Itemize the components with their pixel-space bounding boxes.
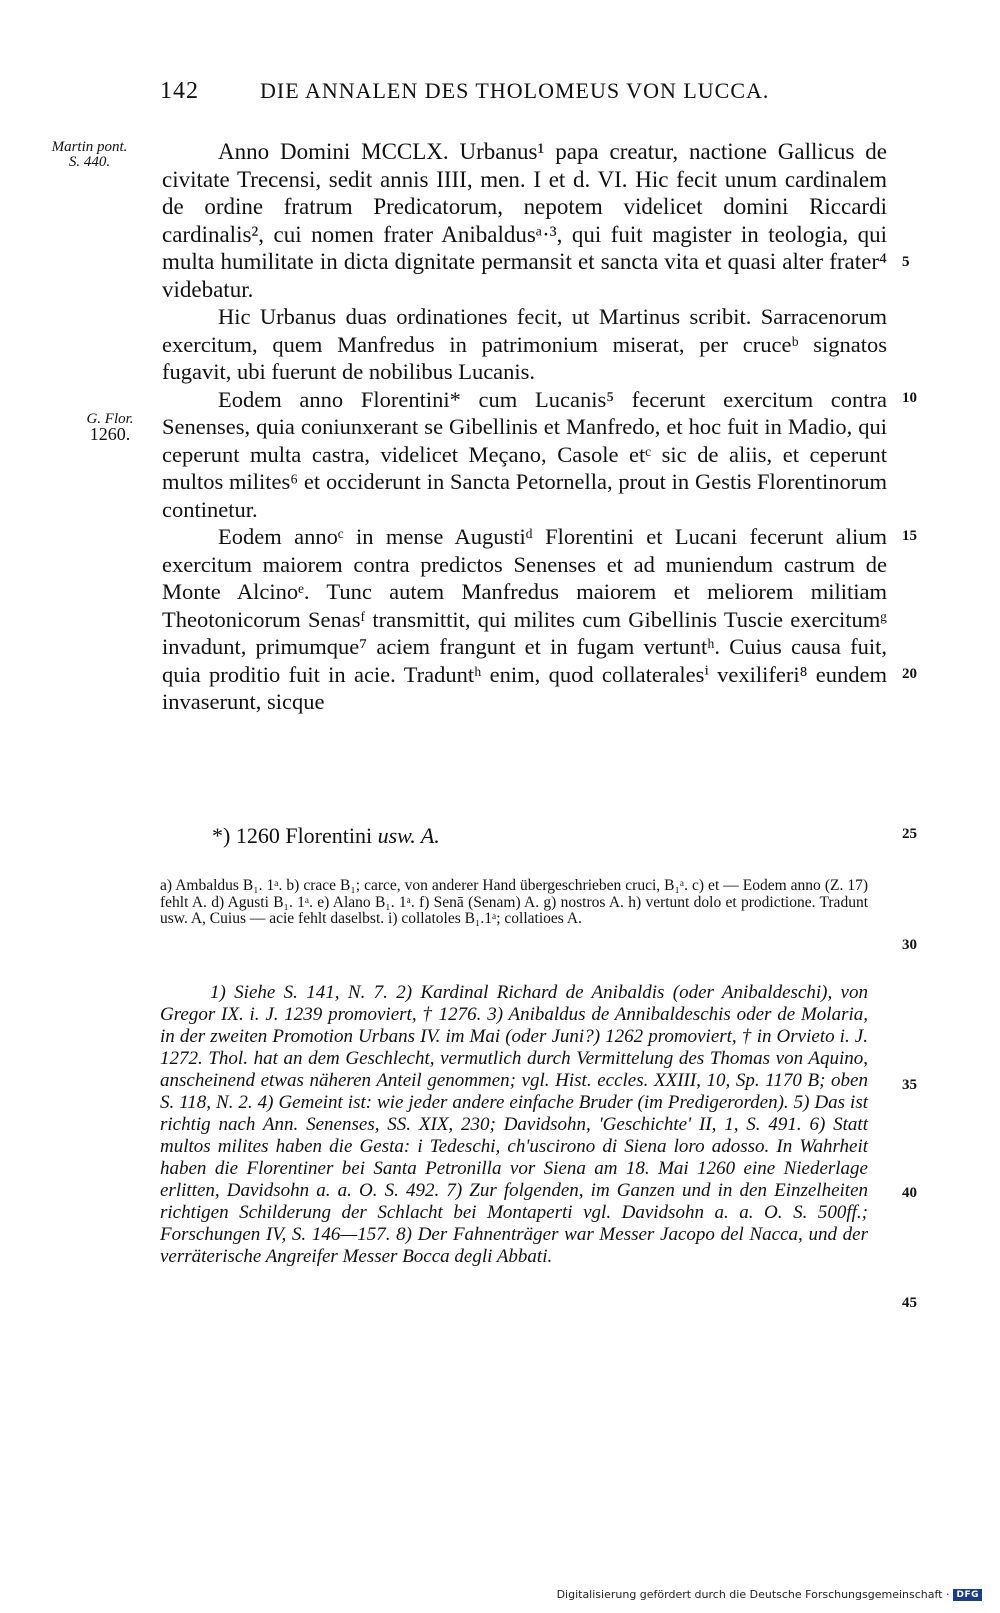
asterisk-marker: *) xyxy=(212,823,231,848)
margin-source-page: S. 440. xyxy=(68,154,111,170)
line-number: 45 xyxy=(902,1295,917,1311)
page-number: 142 xyxy=(160,78,199,104)
line-number: 15 xyxy=(902,528,917,544)
line-number: 25 xyxy=(902,826,917,842)
main-text xyxy=(162,138,887,716)
asterisk-italic: usw. A. xyxy=(377,823,440,848)
running-title: DIE ANNALEN DES THOLOMEUS VON LUCCA. xyxy=(260,78,770,103)
margin-year: 1260. xyxy=(89,424,131,444)
paragraph: Anno Domini MCCLX. Urbanus¹ papa creatur, nactione Gallicus de civitate Trecensi, sedit annis IIII, men. I et d. VI. Hic fecit unum cardinalem de ordine fratrum Predicatorum, nepotem videlicet domini Riccardi cardinalis², cui nomen frater Anibaldusᵃ·³, qui fuit magister in teologia, qui multa humilitate in dicta dignitate permansit et sancta vita et quasi alter frater⁴ videbatur. xyxy=(162,139,887,302)
critical-apparatus: a) Ambaldus B₁. 1ᵃ. b) crace B₁; carce, von anderer Hand übergeschrieben cruci, B₁ᵃ. c) et — Eodem anno (Z. 17) fehlt A. d) Agusti B₁. 1ᵃ. e) Alano B₁. 1ᵃ. f) Senā (Senam) A. g) nostros A. h) vertunt dolo et prodictione. Tradunt usw. A, Cuius — acie fehlt daselbst. i) collatoles B₁.1ᵃ; collatioes A. xyxy=(160,877,868,927)
footer xyxy=(557,1588,982,1601)
footer-text: Digitalisierung gefördert durch die Deutsche Forschungsgemeinschaft · xyxy=(556,1588,950,1601)
margin-source-label: Martin pont. xyxy=(51,139,128,155)
margin-source-gflor xyxy=(70,412,150,442)
margin-source-label: G. Flor. xyxy=(86,411,134,427)
paragraph: Eodem annoᶜ in mense Augustiᵈ Florentini et Lucani fecerunt alium exercitum maiorem contra predictos Senenses et ad muniendum castrum de Monte Alcinoᵉ. Tunc autem Manfredus maiorem et meliorem militiam Theotonicorum Senasᶠ transmittit, qui milites cum Gibellinis Tuscie exercitumᵍ invadunt, primumque⁷ aciem frangunt et in fugam vertuntʰ. Cuius causa fuit, quia proditio fuit in acie. Traduntʰ enim, quod collateralesⁱ vexiliferi⁸ eundem invaserunt, sicque xyxy=(162,524,887,714)
paragraph: Eodem anno Florentini* cum Lucanis⁵ fecerunt exercitum contra Senenses, quia coniunxerant se Gibellinis et Manfredo, et hoc fuit in Madio, qui ceperunt multa castra, videlicet Meçano, Casole etᶜ sic de aliis, et ceperunt multos milites⁶ et occiderunt in Sancta Petornella, prout in Gestis Florentinorum continetur. xyxy=(162,386,887,522)
line-number: 40 xyxy=(902,1185,917,1201)
line-number: 5 xyxy=(902,254,910,270)
line-number: 30 xyxy=(902,937,917,953)
asterisk-note xyxy=(212,823,440,849)
margin-source-martin xyxy=(32,140,147,170)
footnote-text: 1) Siehe S. 141, N. 7. 2) Kardinal Richard de Anibaldis (oder Anibaldeschi), von Gregor IX. i. J. 1239 promoviert, † 1276. 3) Anibaldus de Annibaldeschis oder de Molaria, in der zweiten Promotion Urbans IV. im Mai (oder Juni?) 1262 promoviert, † in Orvieto i. J. 1272. Thol. hat an dem Geschlecht, vermutlich durch Vermittelung des Thomas von Aquino, anscheinend etwas näheren Anteil genommen; vgl. Hist. eccles. XXIII, 10, Sp. 1170 B; oben S. 118, N. 2. 4) Gemeint ist: wie jeder andere einfache Bruder (im Predigerorden). 5) Das ist richtig nach Ann. Senenses, SS. XIX, 230; Davidsohn, 'Geschichte' II, 1, S. 491. 6) Statt multos milites haben die Gesta: i Tedeschi, ch'uscirono di Siena loro adosso. In Wahrheit haben die Florentiner bei Santa Petronilla vor Siena am 18. Mai 1260 eine Niederlage erlitten, Davidsohn a. a. O. S. 492. 7) Zur folgenden, im Ganzen und in den Einzelheiten richtigen Schilderung der Schlacht bei Montaperti vgl. Davidsohn a. a. O. S. 500ff.; Forschungen IV, S. 146—157. 8) Der Fahnenträger war Messer Jacopo del Nacca, und der verräterische Angreifer Messer Bocca degli Abbati. xyxy=(160,982,868,1267)
dfg-logo-icon: DFG xyxy=(953,1589,982,1601)
footnotes xyxy=(160,982,868,1268)
asterisk-text: 1260 Florentini xyxy=(235,823,373,848)
paragraph: Hic Urbanus duas ordinationes fecit, ut Martinus scribit. Sarracenorum exercitum, quem Manfredus in patrimonium miserat, per cruceᵇ signatos fugavit, ubi fuerunt de nobilibus Lucanis. xyxy=(162,304,887,384)
line-number: 35 xyxy=(902,1077,917,1093)
line-number: 10 xyxy=(902,390,917,406)
line-number: 20 xyxy=(902,666,917,682)
